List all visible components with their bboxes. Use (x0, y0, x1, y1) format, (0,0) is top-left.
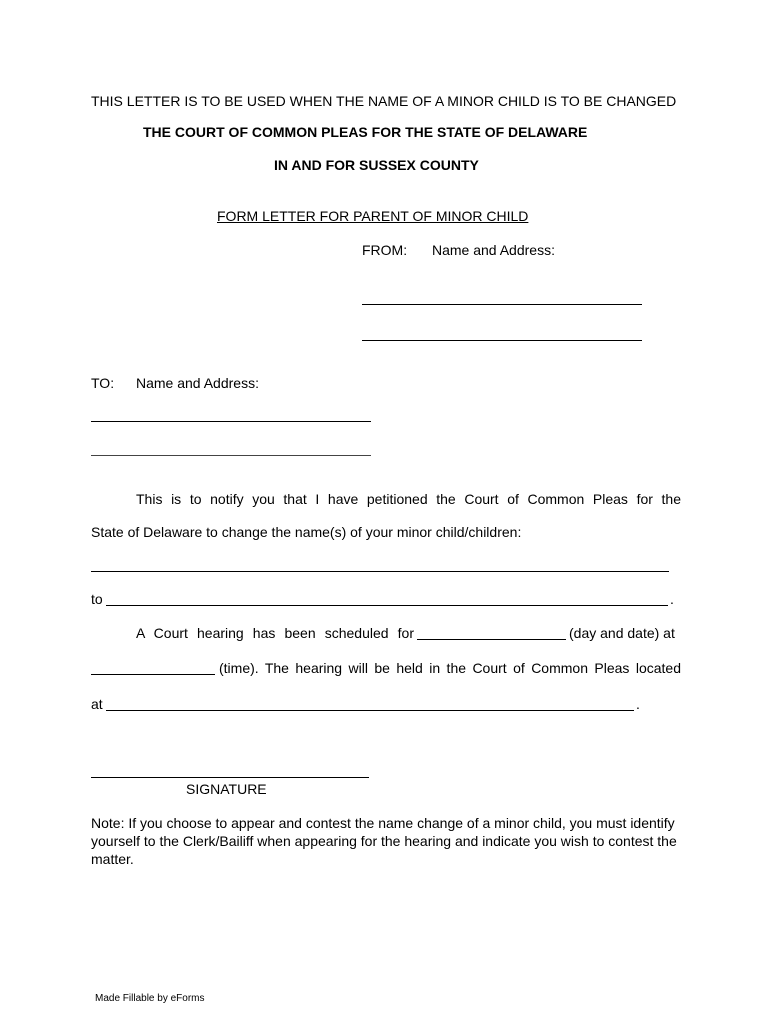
signature-label: SIGNATURE (186, 781, 267, 797)
hearing-prefix: A Court hearing has been scheduled for (136, 625, 414, 641)
at-period: . (636, 696, 640, 712)
from-name-address: Name and Address: (432, 242, 555, 258)
notify-line-2: State of Delaware to change the name(s) of your minor child/children: (91, 524, 522, 540)
hearing-day-date-field[interactable] (417, 639, 566, 640)
at-word: at (91, 696, 103, 712)
notify-line-1: This is to notify you that I have petitioned the Court of Common Pleas for the (136, 491, 681, 507)
signature-field[interactable] (91, 777, 369, 778)
from-address-line-1[interactable] (362, 304, 642, 305)
to-word: to (91, 591, 103, 607)
hearing-location-field[interactable] (106, 710, 634, 711)
to-label: TO: (91, 375, 115, 391)
child-current-name-field[interactable] (91, 571, 669, 572)
footer-eforms: Made Fillable by eForms (95, 993, 205, 1004)
contest-note: Note: If you choose to appear and contest the name change of a minor child, you must identify yourself to the Clerk/Bailiff when appearing for the hearing and indicate you wish to contest the matter. (91, 815, 677, 867)
hearing-day-date-label: (day and date) at (569, 625, 675, 641)
header-notice: THIS LETTER IS TO BE USED WHEN THE NAME OF A MINOR CHILD IS TO BE CHANGED (91, 93, 677, 109)
court-title: THE COURT OF COMMON PLEAS FOR THE STATE OF DELAWARE (143, 124, 588, 140)
from-address-line-2[interactable] (362, 340, 642, 341)
hearing-time-label: (time). The hearing will be held in the Court of Common Pleas located (219, 660, 681, 676)
from-label: FROM: (362, 242, 408, 258)
to-address-line-1[interactable] (91, 421, 371, 422)
hearing-time-field[interactable] (91, 674, 215, 675)
to-period: . (670, 591, 674, 607)
form-title: FORM LETTER FOR PARENT OF MINOR CHILD (217, 208, 529, 224)
to-address-line-2[interactable] (91, 455, 371, 456)
child-new-name-field[interactable] (106, 605, 668, 606)
to-name-address: Name and Address: (136, 375, 259, 391)
county-title: IN AND FOR SUSSEX COUNTY (274, 157, 479, 173)
